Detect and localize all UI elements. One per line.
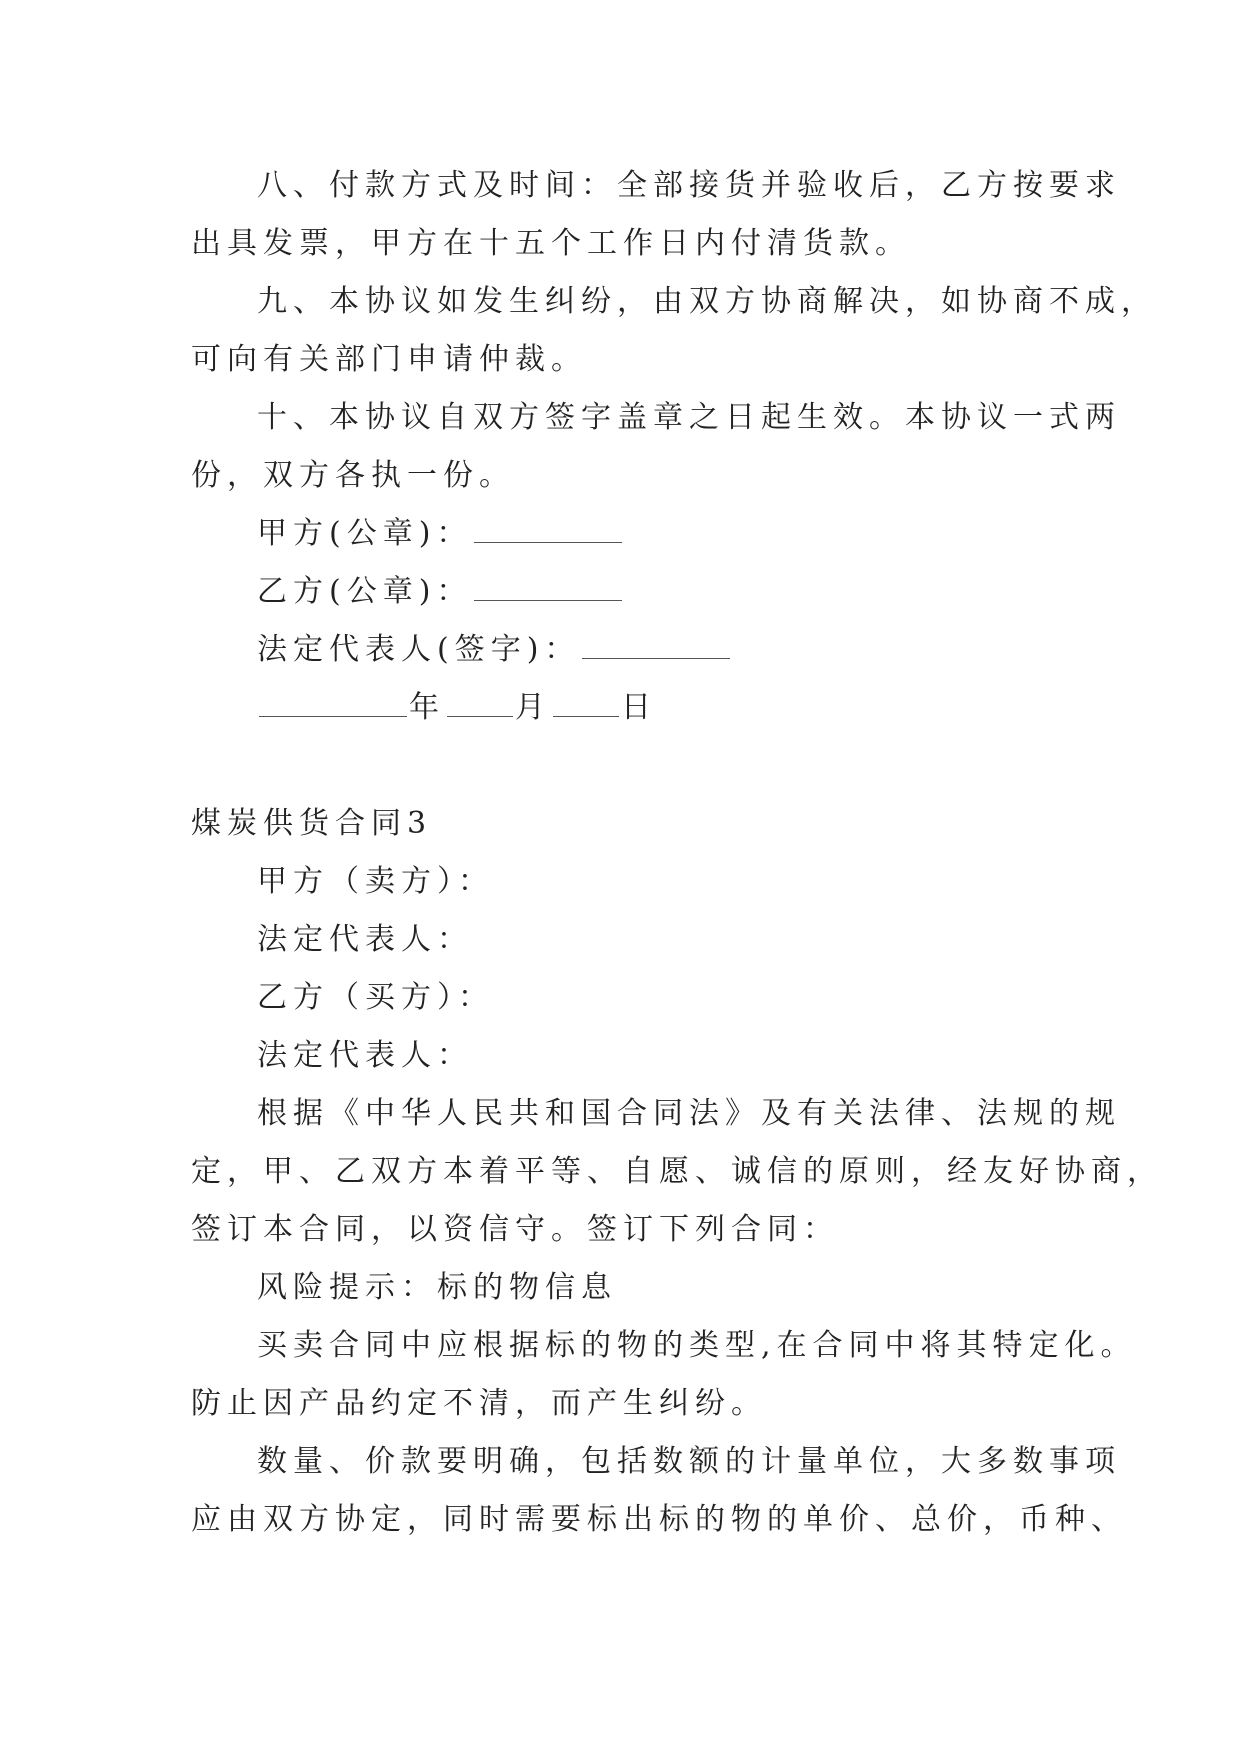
clause-8-line-2: 出具发票，甲方在十五个工作日内付清货款。 (191, 226, 911, 261)
basis-line-2: 定，甲、乙双方本着平等、自愿、诚信的原则，经友好协商， (191, 1154, 1163, 1189)
party-b-seal-label: 乙方(公章)： (257, 574, 473, 609)
party-a-seal-blank (474, 514, 622, 543)
legal-rep-sign-label: 法定代表人(签字)： (257, 632, 581, 667)
date-year-label: 年 (409, 690, 445, 725)
quantity-line-1: 数量、价款要明确，包括数额的计量单位，大多数事项 (257, 1444, 1121, 1479)
basis-line-1: 根据《中华人民共和国合同法》及有关法律、法规的规 (257, 1096, 1121, 1131)
clause-9-line-1: 九、本协议如发生纠纷，由双方协商解决，如协商不成， (257, 284, 1157, 319)
date-month-label: 月 (515, 690, 551, 725)
legal-rep-sign-row (257, 630, 732, 670)
year-blank (259, 688, 407, 717)
party-b-seal-row (257, 572, 624, 612)
party-a-seal-row (257, 514, 624, 554)
clause-10-line-1: 十、本协议自双方签字盖章之日起生效。本协议一式两 (257, 400, 1121, 435)
buyer-rep-label: 法定代表人： (257, 1038, 473, 1073)
contract-3-title: 煤炭供货合同3 (191, 806, 433, 841)
risk-line-1: 买卖合同中应根据标的物的类型,在合同中将其特定化。 (257, 1328, 1137, 1363)
basis-line-3: 签订本合同，以资信守。签订下列合同： (191, 1212, 839, 1247)
seller-label: 甲方（卖方）： (257, 864, 494, 899)
clause-8-line-1: 八、付款方式及时间：全部接货并验收后，乙方按要求 (257, 168, 1121, 203)
quantity-line-2: 应由双方协定，同时需要标出标的物的单价、总价，币种、 (191, 1502, 1127, 1537)
party-a-seal-label: 甲方(公章)： (257, 516, 473, 551)
date-day-label: 日 (621, 690, 657, 725)
risk-line-2: 防止因产品约定不清，而产生纠纷。 (191, 1386, 767, 1421)
day-blank (553, 688, 619, 717)
clause-9-line-2: 可向有关部门申请仲裁。 (191, 342, 587, 377)
clause-10-line-2: 份，双方各执一份。 (191, 458, 515, 493)
risk-heading: 风险提示：标的物信息 (257, 1270, 617, 1305)
month-blank (447, 688, 513, 717)
party-b-seal-blank (474, 572, 622, 601)
buyer-label: 乙方（买方）： (257, 980, 494, 1015)
seller-rep-label: 法定代表人： (257, 922, 473, 957)
date-row (257, 688, 657, 728)
legal-rep-sign-blank (582, 630, 730, 659)
